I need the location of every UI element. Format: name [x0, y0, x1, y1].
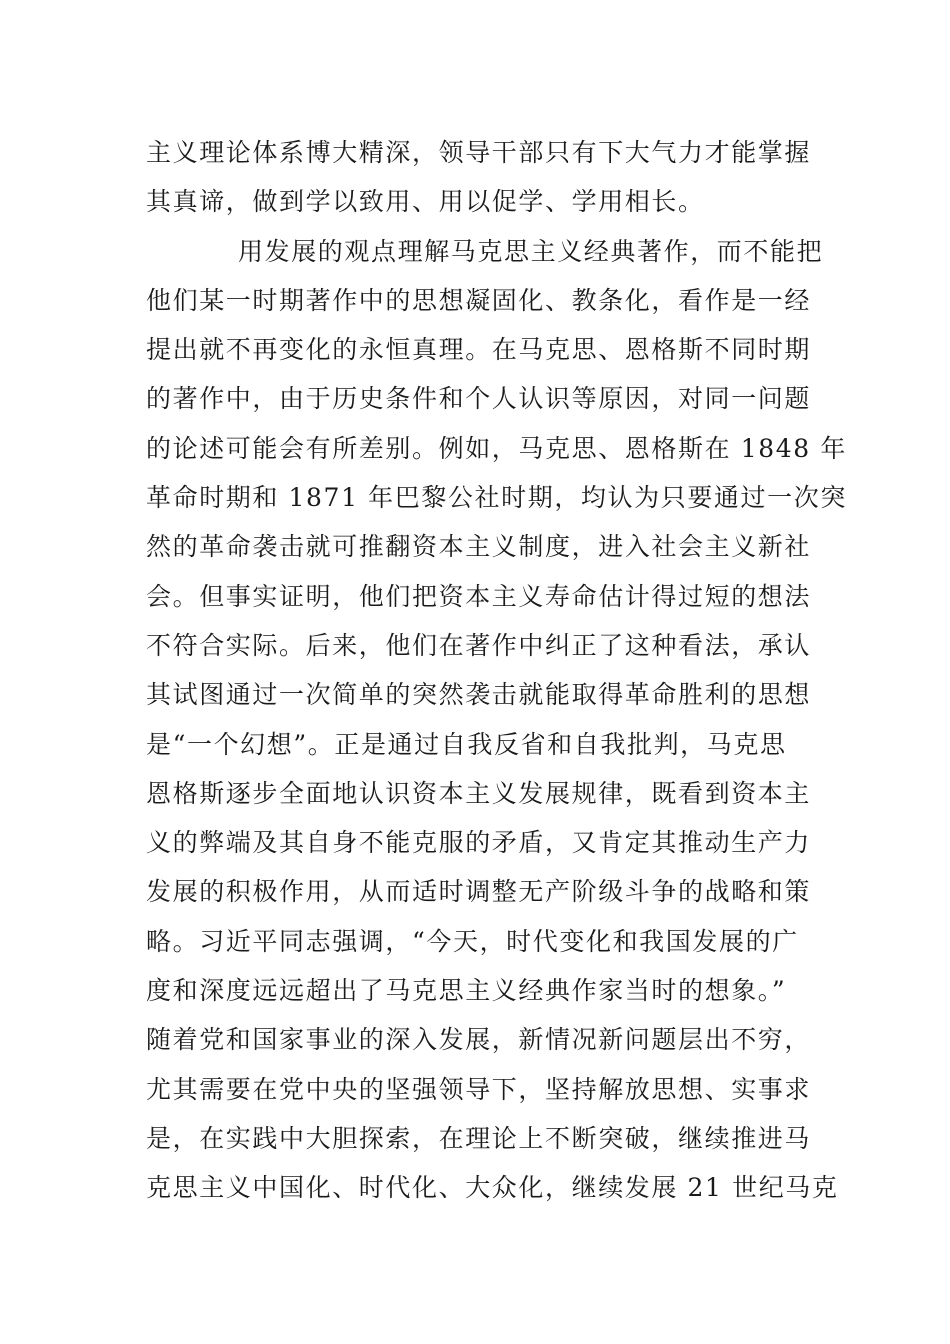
body-text: [146, 128, 847, 1213]
text-line: 是，在实践中大胆探索，在理论上不断突破，继续推进马: [146, 1123, 812, 1153]
text-line: 略。习近平同志强调，“今天，时代变化和我国发展的广: [146, 926, 799, 956]
text-line: 其试图通过一次简单的突然袭击就能取得革命胜利的思想: [146, 680, 812, 710]
text-line: 尤其需要在党中央的坚强领导下，坚持解放思想、实事求: [146, 1074, 812, 1104]
text-line: 恩格斯逐步全面地认识资本主义发展规律，既看到资本主: [146, 778, 812, 808]
text-line: 他们某一时期著作中的思想凝固化、教条化，看作是一经: [146, 285, 812, 315]
text-line: 会。但事实证明，他们把资本主义寿命估计得过短的想法: [146, 581, 812, 611]
text-line: 义的弊端及其自身不能克服的矛盾，又肯定其推动生产力: [146, 828, 812, 858]
text-line: 提出就不再变化的永恒真理。在马克思、恩格斯不同时期: [146, 335, 812, 365]
text-line: 革命时期和 1871 年巴黎公社时期，均认为只要通过一次突: [146, 483, 847, 513]
text-line: 不符合实际。后来，他们在著作中纠正了这种看法，承认: [146, 630, 812, 660]
text-line: 的著作中，由于历史条件和个人认识等原因，对同一问题: [146, 384, 812, 414]
text-line: 发展的积极作用，从而适时调整无产阶级斗争的战略和策: [146, 877, 812, 907]
text-line: 然的革命袭击就可推翻资本主义制度，进入社会主义新社: [146, 532, 812, 562]
text-line: 随着党和国家事业的深入发展，新情况新问题层出不穷，: [146, 1025, 812, 1055]
paragraph-first-line: 用发展的观点理解马克思主义经典著作，而不能把: [238, 236, 824, 266]
text-line: 是“一个幻想”。正是通过自我反省和自我批判，马克思: [146, 729, 787, 759]
text-line: 克思主义中国化、时代化、大众化，继续发展 21 世纪马克: [146, 1173, 839, 1203]
text-line: 主义理论体系博大精深，领导干部只有下大气力才能掌握: [146, 138, 812, 167]
text-line: 其真谛，做到学以致用、用以促学、学用相长。: [146, 187, 705, 217]
text-line: 度和深度远远超出了马克思主义经典作家当时的想象。”: [146, 976, 787, 1006]
text-line: 的论述可能会有所差别。例如，马克思、恩格斯在 1848 年: [146, 433, 847, 463]
